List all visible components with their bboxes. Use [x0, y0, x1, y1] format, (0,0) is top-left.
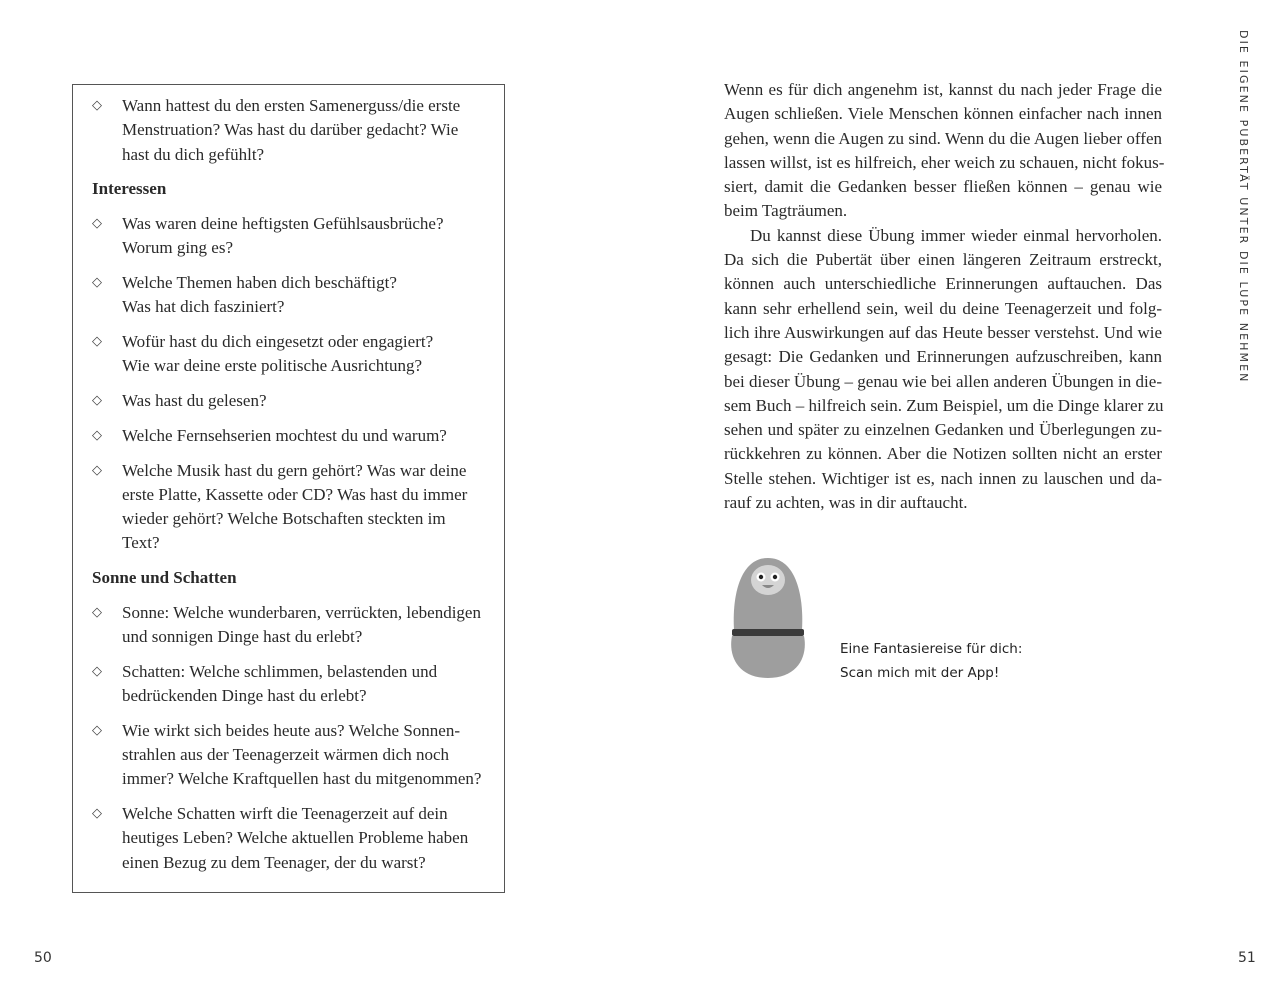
diamond-bullet-icon: ◇	[92, 392, 102, 408]
question-line: einen Bezug zu dem Teenager, der du warst?	[122, 852, 426, 872]
question-line: Wie wirkt sich beides heute aus? Welche Sonnen-	[122, 720, 460, 740]
question-line: heutiges Leben? Welche aktuellen Probleme haben	[122, 828, 469, 848]
paragraph-line: rückkehren zu können. Aber die Notizen sollten nicht an erster	[724, 444, 1162, 464]
question-line: und sonnigen Dinge hast du erlebt?	[122, 626, 363, 646]
diamond-bullet-icon: ◇	[92, 462, 102, 478]
question-item	[92, 719, 486, 792]
question-line: Wofür hast du dich eingesetzt oder engagiert?	[122, 331, 434, 351]
diamond-bullet-icon: ◇	[92, 663, 102, 679]
paragraph-line: lich ihre Auswirkungen auf das Heute besser verstehst. Und wie	[724, 322, 1162, 342]
paragraph-line: lassen willst, ist es hilfreich, eher weich zu schauen, nicht fokus-	[724, 152, 1165, 172]
page-number-left: 50	[34, 950, 52, 966]
diamond-bullet-icon: ◇	[92, 98, 102, 113]
question-line: Was hast du gelesen?	[122, 390, 267, 410]
question-item	[92, 330, 486, 379]
paragraph-line: Wenn es für dich angenehm ist, kannst du nach jeder Frage die	[724, 80, 1162, 99]
question-line: Menstruation? Was hast du darüber gedacht? Wie	[122, 120, 459, 140]
question-line: Was hat dich fasziniert?	[122, 297, 285, 317]
body-text	[724, 78, 1165, 515]
question-line: Welche Musik hast du gern gehört? Was war deine	[122, 460, 467, 480]
question-item	[92, 459, 486, 556]
paragraph-line: Stelle stehen. Wichtiger ist es, nach innen zu lauschen und da-	[724, 468, 1162, 488]
section-heading: Interessen	[92, 179, 167, 199]
app-hint-line: Eine Fantasiereise für dich:	[840, 641, 1023, 657]
question-item	[92, 660, 486, 709]
question-line: Sonne: Welche wunderbaren, verrückten, lebendigen	[122, 602, 481, 622]
running-header: DIE EIGENE PUBERTÄT UNTER DIE LUPE NEHMEN	[1237, 30, 1250, 384]
question-line: Welche Themen haben dich beschäftigt?	[122, 272, 397, 292]
question-item	[92, 802, 486, 875]
question-box	[72, 84, 505, 893]
question-item	[92, 389, 486, 413]
question-line: bedrückenden Dinge hast du erlebt?	[122, 685, 367, 705]
matryoshka-doll-icon	[730, 556, 806, 680]
diamond-bullet-icon: ◇	[92, 215, 102, 231]
question-item	[92, 601, 486, 650]
diamond-bullet-icon: ◇	[92, 274, 102, 290]
paragraph-line: sehen und später zu einzelnen Gedanken und Überlegungen zu-	[724, 420, 1162, 440]
paragraph-line: sem Buch – hilfreich sein. Zum Beispiel, um die Dinge klarer zu	[724, 395, 1164, 415]
paragraph-line: können auch unterschiedliche Erinnerungen auftauchen. Das	[724, 274, 1162, 294]
paragraph-line: Da sich die Pubertät über einen längeren Zeitraum erstreckt,	[724, 250, 1162, 270]
paragraph-line: kann sehr erhellend sein, weil du deine Teenagerzeit und folg-	[724, 298, 1162, 318]
paragraph-line: rauf zu achten, was in dir auftaucht.	[724, 493, 968, 513]
question-line: hast du dich gefühlt?	[122, 144, 265, 164]
question-line: Wie war deine erste politische Ausrichtung?	[122, 356, 423, 376]
question-line: Welche Fernsehserien mochtest du und warum?	[122, 425, 447, 445]
question-item	[92, 212, 486, 261]
question-line: strahlen aus der Teenagerzeit wärmen dich noch	[122, 745, 450, 765]
question-item	[92, 424, 486, 448]
diamond-bullet-icon: ◇	[92, 722, 102, 738]
question-line: wieder gehört? Welche Botschaften steckten im Text?	[122, 509, 446, 553]
question-line: erste Platte, Kassette oder CD? Was hast du immer	[122, 484, 468, 504]
diamond-bullet-icon: ◇	[92, 427, 102, 443]
diamond-bullet-icon: ◇	[92, 806, 102, 822]
question-line: immer? Welche Kraftquellen hast du mitgenommen?	[122, 769, 482, 789]
question-line: Wann hattest du den ersten Samenerguss/die erste	[122, 96, 461, 115]
paragraph-line: gehen, wenn die Augen zu sind. Wenn du die Augen lieber offen	[724, 128, 1162, 148]
question-item	[92, 271, 486, 320]
diamond-bullet-icon: ◇	[92, 604, 102, 620]
paragraph-line: beim Tagträumen.	[724, 201, 848, 221]
app-hint	[840, 637, 1022, 685]
paragraph-line: gesagt: Die Gedanken und Erinnerungen aufzuschreiben, kann	[724, 347, 1162, 367]
question-line: Schatten: Welche schlimmen, belastenden und	[122, 661, 438, 681]
paragraph-line: Augen schließen. Viele Menschen können einfacher nach innen	[724, 104, 1162, 124]
paragraph-line: siert, damit die Gedanken besser fließen können – genau wie	[724, 177, 1162, 197]
question-line: Worum ging es?	[122, 237, 233, 257]
page-number-right: 51	[1238, 950, 1256, 966]
app-hint-line: Scan mich mit der App!	[840, 665, 1000, 681]
section-heading: Sonne und Schatten	[92, 568, 237, 588]
question-line: Welche Schatten wirft die Teenagerzeit auf dein	[122, 804, 448, 824]
question-item	[92, 94, 486, 167]
diamond-bullet-icon: ◇	[92, 333, 102, 349]
paragraph-line: Du kannst diese Übung immer wieder einmal hervorholen.	[750, 225, 1162, 245]
question-line: Was waren deine heftigsten Gefühlsausbrüche?	[122, 213, 444, 233]
paragraph-line: bei dieser Übung – genau wie bei allen anderen Übungen in die-	[724, 371, 1162, 391]
